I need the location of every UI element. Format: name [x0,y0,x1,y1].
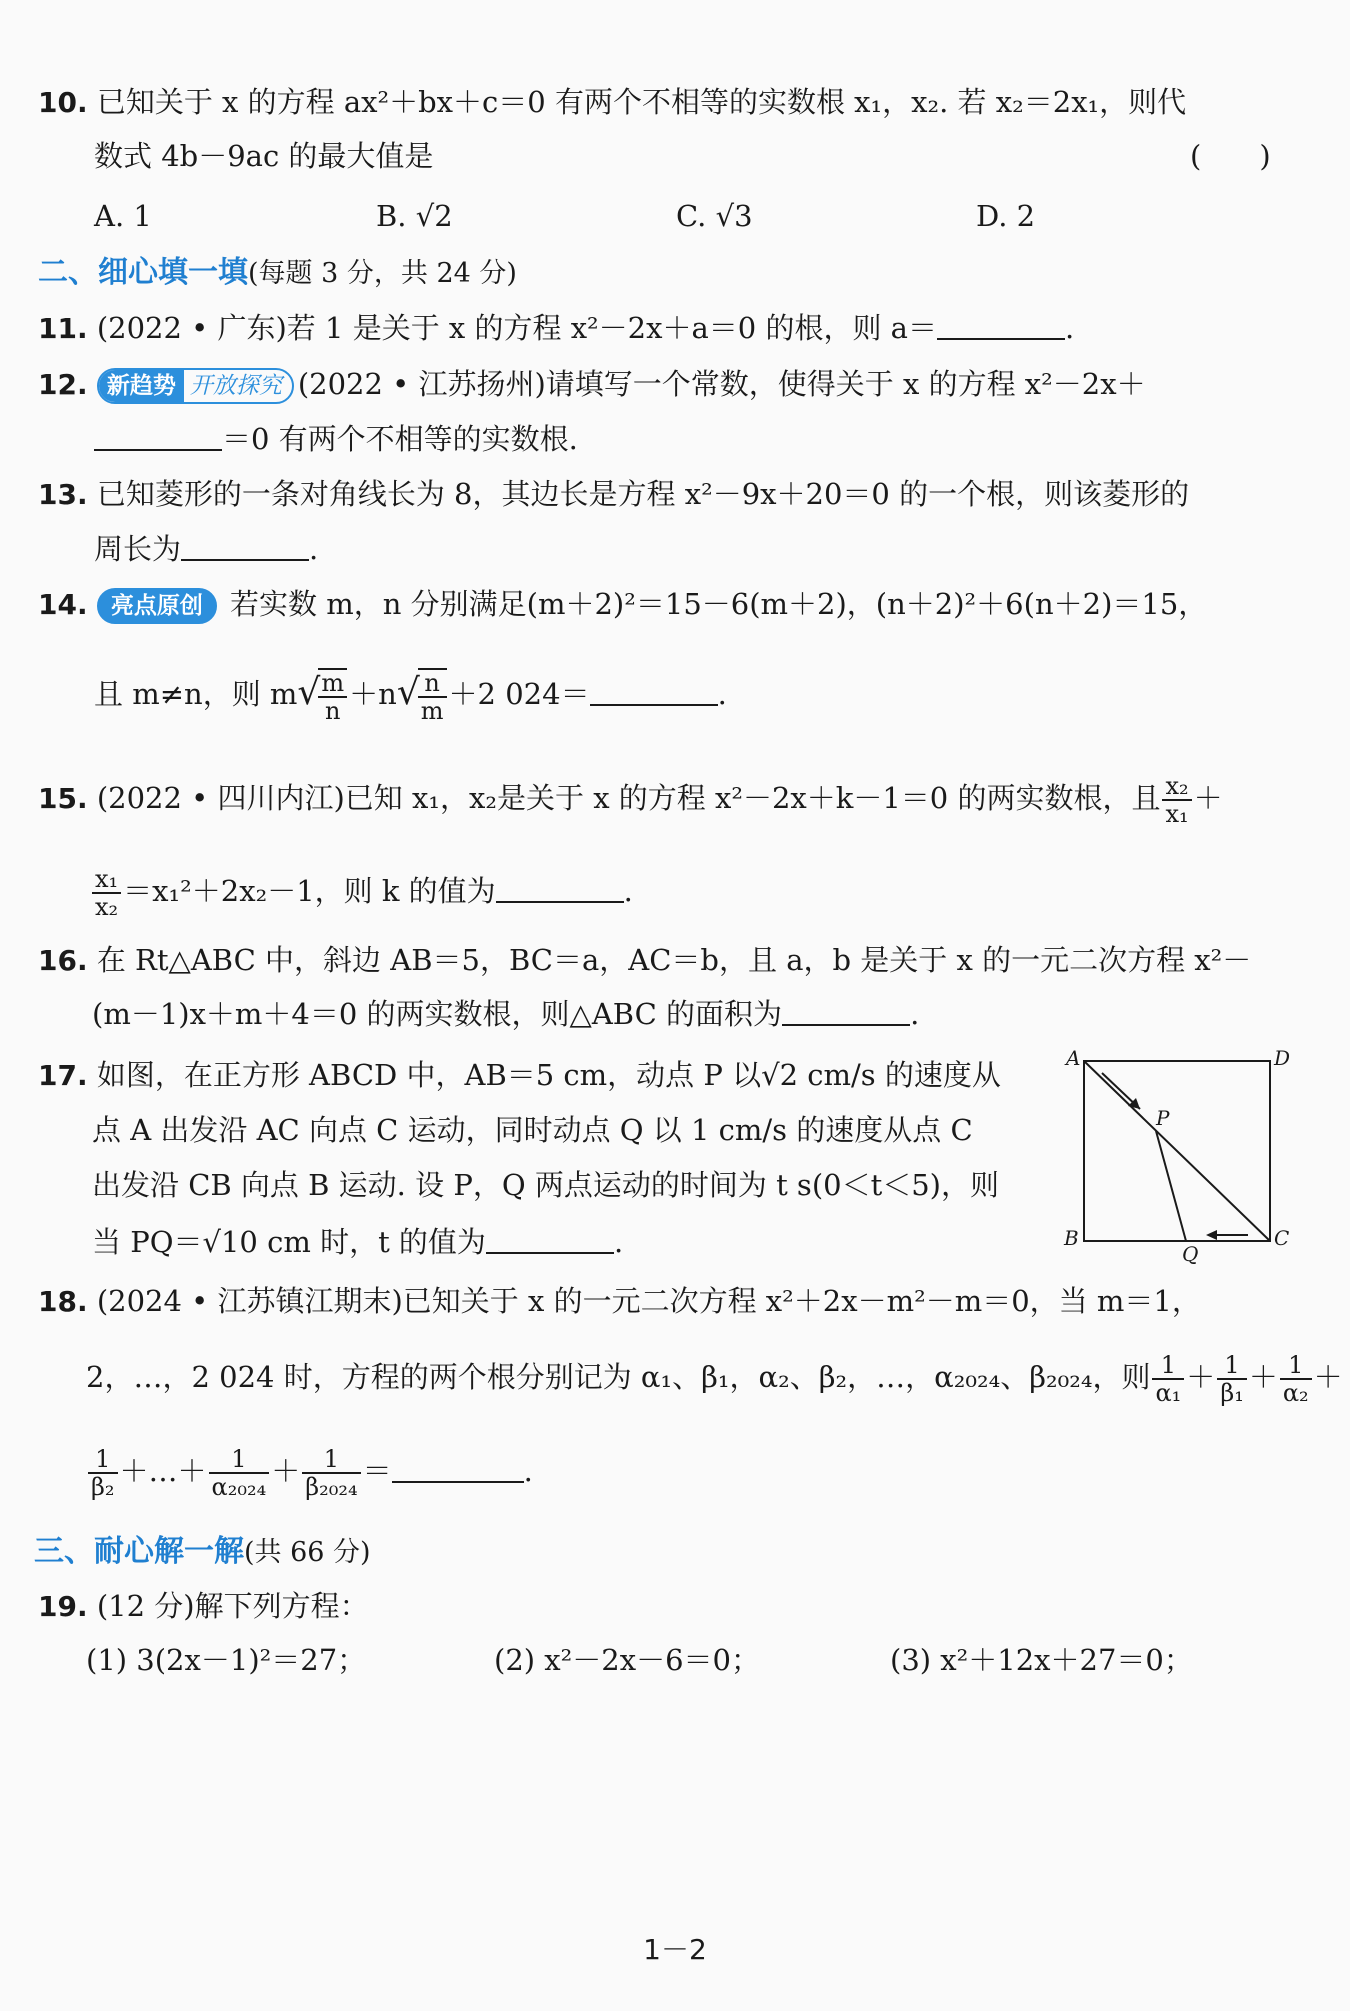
q17-line3: 出发沿 CB 向点 B 运动. 设 P，Q 两点运动的时间为 t s(0＜t＜5)，则 [92,1168,1000,1202]
q14-f1-bot: n [325,697,341,725]
q14-text-1: 若实数 m，n 分别满足(m＋2)²＝15－6(m＋2)，(n＋2)²＋6(n＋2)＝15， [230,587,1208,621]
q18-line3 [86,1446,533,1500]
q10-option-d: D. 2 [976,199,1036,233]
q11-text: (2022 • 广东)若 1 是关于 x 的方程 x²－2x＋a＝0 的根，则 a＝ [96,311,937,345]
q15-answer-blank[interactable] [496,873,624,903]
q12-text-1: (2022 • 江苏扬州)请填写一个常数，使得关于 x 的方程 x²－2x＋ [297,367,1146,401]
q15-number: 15. [38,782,88,815]
q16-end: . [910,997,920,1031]
q18-fa1-top: 1 [1152,1352,1184,1380]
section-2-sub: (每题 3 分，共 24 分) [248,258,517,289]
q18-plus-3: ＋ [1313,1360,1343,1394]
q17-line2: 点 A 出发沿 AC 向点 C 运动，同时动点 Q 以 1 cm/s 的速度从点 C [92,1113,973,1147]
q18-fb2024-top: 1 [302,1446,360,1474]
q15-f1-bot: x₁ [1165,800,1189,828]
q12-badge [97,368,294,404]
q18-frac-a1 [1152,1352,1184,1406]
q14-frac-m-over-n [318,668,347,724]
q11-end: . [1064,311,1075,345]
q12-text-2: ＝0 有两个不相等的实数根. [222,422,578,456]
q13-line2 [94,529,318,569]
q10-option-c: C. √3 [676,199,753,233]
q17-end: . [613,1225,624,1259]
q18-frac-a2024 [209,1446,270,1500]
q18-fb2-bot: β₂ [91,1473,115,1501]
label-c: C [1274,1226,1290,1250]
q18-fa2-top: 1 [1280,1352,1312,1380]
q17-number: 17. [38,1059,88,1092]
q10-line1 [38,82,1186,123]
q13-end: . [309,532,319,566]
q19-part-2: (2) x²－2x－6＝0； [494,1643,760,1677]
q15-plus: ＋ [1193,781,1223,815]
q17-answer-blank[interactable] [486,1224,614,1254]
q19-part-3: (3) x²＋12x＋27＝0； [890,1643,1193,1677]
q18-answer-blank[interactable] [392,1453,524,1483]
q14-frac-n-over-m [418,668,447,724]
q18-text-1: (2024 • 江苏镇江期末)已知关于 x 的一元二次方程 x²＋2x－m²－m＝0，当 m＝1， [96,1284,1201,1318]
q10-line2: 数式 4b－9ac 的最大值是 [94,139,434,173]
q16-text-1: 在 Rt△ABC 中，斜边 AB＝5，BC＝a，AC＝b，且 a，b 是关于 x 的一元二次方程 x²－ [96,943,1252,977]
q18-fa2024-top: 1 [209,1446,270,1474]
q18-line2 [86,1352,1343,1406]
q15-line1 [38,773,1223,827]
q14-f2-bot: m [420,697,444,725]
section-3-title: 三、耐心解一解 [34,1534,244,1569]
q19-number: 19. [38,1590,88,1623]
q14-badge: 亮点原创 [97,588,217,624]
q18-end: . [523,1454,533,1488]
q10-option-a: A. 1 [94,199,152,233]
q10-number: 10. [38,86,88,119]
q18-dots: ＋…＋ [119,1454,207,1488]
q12-line1 [38,364,1146,405]
q16-line2 [92,994,919,1034]
q15-frac-2 [92,866,121,920]
q17-square-figure [1060,1045,1300,1265]
label-d: D [1274,1046,1291,1070]
page-number: 1－2 [643,1933,707,1966]
label-b: B [1064,1226,1079,1250]
q14-f1-top: m [318,670,347,698]
q12-number: 12. [38,368,88,401]
q13-text-2: 周长为 [94,532,182,566]
q12-badge-open: 开放探究 [189,373,282,399]
q10-answer-paren: ( ) [1190,139,1271,173]
q18-number: 18. [38,1285,88,1318]
q13-line1 [38,474,1189,515]
q14-end: . [717,677,727,711]
q14-line2 [94,668,727,724]
q15-line2 [90,866,633,920]
q13-number: 13. [38,478,88,511]
q13-text-1: 已知菱形的一条对角线长为 8，其边长是方程 x²－9x＋20＝0 的一个根，则该菱形的 [96,477,1190,511]
section-2-title: 二、细心填一填 [38,255,248,290]
q15-f1-top: x₂ [1162,773,1191,801]
q17-line4 [92,1222,623,1262]
q14-sqrt-2-sign: √ [396,672,420,713]
q11-answer-blank[interactable] [937,310,1065,340]
q18-fb2024-bot: β₂₀₂₄ [305,1473,358,1501]
label-q: Q [1182,1242,1199,1265]
q14-answer-blank[interactable] [590,676,718,706]
q19-part-1: (1) 3(2x－1)²＝27； [86,1643,367,1677]
q18-text-2: 2，…，2 024 时，方程的两个根分别记为 α₁、β₁，α₂、β₂，…，α₂₀₂₄、β₂₀₂₄，则 [86,1360,1151,1394]
q15-f2-bot: x₂ [95,893,119,921]
q18-fa2024-bot: α₂₀₂₄ [211,1473,267,1501]
q13-answer-blank[interactable] [181,531,309,561]
q18-fb2-top: 1 [88,1446,118,1474]
q15-frac-1 [1162,773,1191,827]
q15-end: . [623,874,633,908]
q18-frac-b2024 [302,1446,360,1500]
q15-text-1: (2022 • 四川内江)已知 x₁，x₂是关于 x 的方程 x²－2x＋k－1＝0 的两实数根，且 [96,781,1161,815]
q10-text-1: 已知关于 x 的方程 ax²＋bx＋c＝0 有两个不相等的实数根 x₁，x₂. 若 x₂＝2x₁，则代 [96,85,1187,119]
q14-sqrt-1-sign: √ [297,672,321,713]
q18-fb1-top: 1 [1217,1352,1247,1380]
section-3-heading [34,1532,371,1573]
q18-frac-b2 [88,1446,118,1500]
q18-equals: ＝ [362,1454,392,1488]
q11-number: 11. [38,312,88,345]
label-a: A [1066,1046,1081,1070]
q16-line1 [38,940,1251,981]
q10-option-b: B. √2 [376,199,453,233]
q15-text-2: ＝x₁²＋2x₂－1，则 k 的值为 [123,874,496,908]
q16-answer-blank[interactable] [782,996,910,1026]
q18-fa1-bot: α₁ [1155,1379,1182,1407]
section-3-sub: (共 66 分) [244,1537,371,1568]
q14-text-pre: 且 m≠n，则 m [94,677,298,711]
q12-line2 [94,419,578,459]
q17-text-1: 如图，在正方形 ABCD 中，AB＝5 cm，动点 P 以√2 cm/s 的速度从 [96,1058,1001,1092]
q14-f2-top: n [418,670,447,698]
q12-answer-blank[interactable] [94,421,222,451]
q19-text: (12 分)解下列方程： [96,1589,369,1623]
section-2-heading [38,253,517,294]
q14-tail: ＋2 024＝ [448,677,590,711]
q16-number: 16. [38,944,88,977]
q18-plus-1: ＋ [1186,1360,1216,1394]
segment-pq [1156,1131,1186,1241]
q11-line [38,308,1074,349]
diagonal-ac [1084,1061,1270,1241]
q18-fb1-bot: β₁ [1220,1379,1244,1407]
q12-badge-trend: 新趋势 [99,370,184,402]
q14-number: 14. [38,588,88,621]
q18-frac-a2 [1280,1352,1312,1406]
q18-frac-b1 [1217,1352,1247,1406]
q17-line1 [38,1055,1001,1096]
q14-line1 [38,584,1207,625]
q18-plus-4: ＋ [271,1454,301,1488]
q18-fa2-bot: α₂ [1282,1379,1309,1407]
arrow-c-to-b-head [1206,1230,1217,1240]
q14-plus-n: ＋n [349,677,397,711]
q18-line1 [38,1281,1201,1322]
q17-text-4: 当 PQ＝√10 cm 时，t 的值为 [92,1225,486,1259]
q15-f2-top: x₁ [92,866,121,894]
q19-line1 [38,1586,369,1627]
q18-plus-2: ＋ [1248,1360,1278,1394]
q16-text-2: (m－1)x＋m＋4＝0 的两实数根，则△ABC 的面积为 [92,997,783,1031]
label-p: P [1156,1106,1170,1130]
